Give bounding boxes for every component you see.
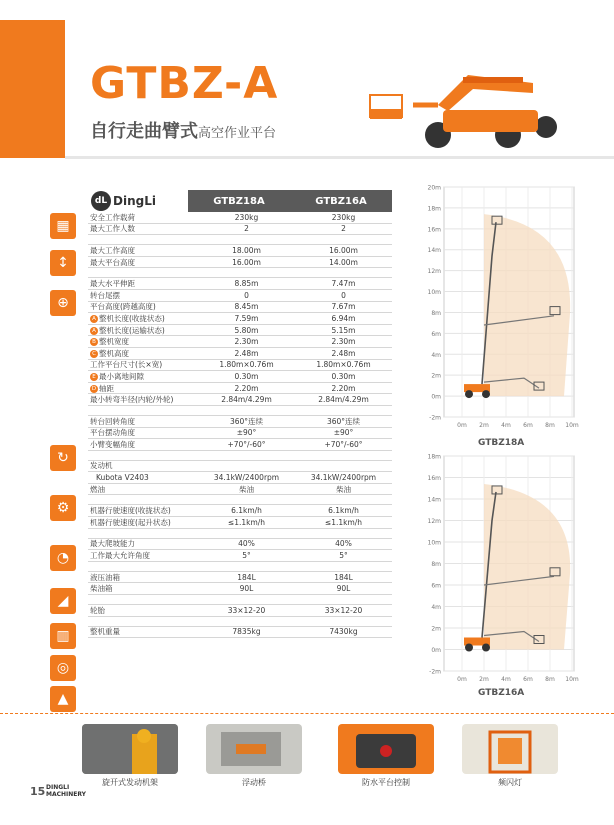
spec-value-a: +70°/-60° <box>227 439 266 449</box>
spec-value-a: 18.00m <box>232 245 261 255</box>
spec-row <box>88 416 392 428</box>
spec-row <box>88 428 392 440</box>
caption-platform-control: 防水平台控制 <box>362 778 410 787</box>
subtitle: 自行走曲臂式高空作业平台 <box>90 121 277 142</box>
spec-row <box>88 212 392 224</box>
spec-value-b: 34.1kW/2400rpm <box>310 473 377 483</box>
spec-row <box>88 302 392 314</box>
y-tick-label: 18m <box>427 453 441 461</box>
spec-row <box>88 224 392 236</box>
spec-label: C 整机高度 <box>88 348 198 359</box>
spec-value-a: 2.20m <box>234 383 259 393</box>
spec-value-b: 柴油 <box>336 484 351 494</box>
dingli-logo-icon: dL <box>91 191 111 211</box>
photo-floating-axle <box>206 724 302 774</box>
col-header-a: GTBZ18A <box>213 195 265 207</box>
spec-label: 安全工作载荷 <box>90 212 135 222</box>
spec-label: B 整机宽度 <box>88 336 198 347</box>
y-tick-label: 2m <box>431 372 441 380</box>
spec-row <box>88 627 392 639</box>
engine-icon: ⚙ <box>50 495 76 521</box>
spec-value-a: 1.80m×0.76m <box>219 360 274 370</box>
x-tick-label: 10m <box>565 422 579 429</box>
spec-value-a: 柴油 <box>239 484 254 494</box>
machine-wheel <box>465 644 473 652</box>
spec-row <box>88 472 392 484</box>
spec-row <box>88 517 392 529</box>
x-tick-label: 4m <box>501 676 511 683</box>
spec-label: A 整机长度(收拢状态) <box>88 313 198 324</box>
spec-value-b: 14.00m <box>329 257 358 267</box>
y-tick-label: 16m <box>427 475 441 482</box>
y-tick-label: 0m <box>431 647 441 654</box>
spec-value-b: 184L <box>334 572 353 582</box>
spec-label: 最小转弯半径(内轮/外轮) <box>90 395 174 405</box>
spec-row <box>88 505 392 517</box>
caption-strobe-light: 频闪灯 <box>498 778 522 787</box>
spec-label: 最大工作高度 <box>90 245 135 255</box>
y-tick-label: 2m <box>431 625 441 633</box>
x-tick-label: 10m <box>565 676 579 683</box>
spec-label: 发动机 <box>90 461 113 471</box>
dimension-tag: A <box>90 315 98 323</box>
gradeability-icon: ◢ <box>50 588 76 614</box>
spec-row <box>88 484 392 496</box>
spec-row <box>88 313 392 325</box>
group-gap <box>88 562 392 572</box>
spec-value-b: 0 <box>341 290 346 300</box>
spec-label: Kubota V2403 <box>96 473 149 483</box>
group-gap <box>88 529 392 539</box>
spec-label: 最大平台高度 <box>90 257 135 267</box>
model-title: GTBZ-A <box>90 58 279 109</box>
y-tick-label: 14m <box>427 496 441 504</box>
spec-value-a: 184L <box>237 572 256 582</box>
spec-row <box>88 325 392 337</box>
spec-label: 转台回转角度 <box>90 416 135 426</box>
spec-value-b: 2.20m <box>331 383 356 393</box>
y-tick-label: 4m <box>431 351 441 359</box>
x-tick-label: 2m <box>479 422 489 429</box>
spec-value-b: +70°/-60° <box>324 439 363 449</box>
tire-icon: ◎ <box>50 655 76 681</box>
speed-icon: ◔ <box>50 545 76 571</box>
spec-row <box>88 245 392 257</box>
dimension-tag: C <box>90 350 98 358</box>
group-gap <box>88 495 392 505</box>
spec-value-b: 1.80m×0.76m <box>316 360 371 370</box>
page-number: 15 <box>30 785 46 798</box>
spec-row <box>88 371 392 383</box>
spec-row <box>88 439 392 451</box>
tank-icon: ▥ <box>50 623 76 649</box>
spec-value-a: 360°连续 <box>229 416 264 426</box>
spec-value-a: 0.30m <box>234 371 259 381</box>
dimension-tag: B <box>90 338 98 346</box>
footer-rule <box>0 713 614 714</box>
spec-value-a: ±90° <box>236 428 257 438</box>
spec-label: 机器行驶速度(起升状态) <box>90 517 171 527</box>
range-chart-16a <box>420 452 580 687</box>
y-tick-label: -2m <box>429 414 441 422</box>
spec-value-b: 5.15m <box>331 325 356 335</box>
footer-brand: DINGLI MACHINERY <box>46 784 87 798</box>
spec-value-a: 230kg <box>234 212 259 222</box>
dimension-tag: A <box>90 327 98 335</box>
spec-value-a: 7.59m <box>234 313 259 323</box>
y-tick-label: 0m <box>431 393 441 401</box>
spec-label: 平台摆动角度 <box>90 428 135 438</box>
spec-value-b: 6.1km/h <box>328 506 359 516</box>
spec-value-a: ≤1.1km/h <box>227 517 266 527</box>
spec-row <box>88 539 392 551</box>
y-tick-label: 8m <box>431 309 441 317</box>
spec-label: 工作平台尺寸(长×宽) <box>90 360 163 370</box>
spec-value-a: 8.85m <box>234 279 259 289</box>
x-tick-label: 8m <box>545 676 555 683</box>
y-tick-label: 6m <box>431 330 441 338</box>
spec-label: D 轴距 <box>91 383 114 393</box>
header-accent-block <box>0 20 65 158</box>
spec-table <box>88 190 392 638</box>
y-tick-label: -2m <box>429 668 441 676</box>
spec-row <box>88 257 392 269</box>
spec-value-a: 2.84m/4.29m <box>221 395 272 405</box>
spec-row <box>88 461 392 473</box>
spec-row <box>88 605 392 617</box>
group-gap <box>88 406 392 416</box>
dimension-icon: ⊕ <box>50 290 76 316</box>
spec-value-b: 230kg <box>331 212 356 222</box>
spec-value-b: 2.84m/4.29m <box>318 395 369 405</box>
y-tick-label: 14m <box>427 247 441 255</box>
spec-value-b: 40% <box>335 539 352 549</box>
caption-engine-tray: 旋开式发动机架 <box>102 778 158 787</box>
load-icon: ▦ <box>50 213 76 239</box>
spec-row <box>88 572 392 584</box>
spec-value-b: ±90° <box>333 428 354 438</box>
rotation-icon: ↻ <box>50 445 76 471</box>
dimension-tag: D <box>91 385 97 392</box>
spec-value-b: 7430kg <box>329 627 358 637</box>
spec-row <box>88 290 392 302</box>
spec-value-a: 8.45m <box>234 302 259 312</box>
spec-value-b: ≤1.1km/h <box>324 517 363 527</box>
y-tick-label: 8m <box>431 561 441 568</box>
photo-engine-tray <box>82 724 178 774</box>
spec-label: 最大爬坡能力 <box>90 539 135 549</box>
x-tick-label: 0m <box>457 676 467 683</box>
spec-label: 转台尾摆 <box>90 290 120 300</box>
group-gap <box>88 595 392 605</box>
group-gap <box>88 268 392 278</box>
spec-value-b: 33×12-20 <box>324 605 363 615</box>
spec-value-a: 2.48m <box>234 348 259 358</box>
spec-value-b: 6.94m <box>331 313 356 323</box>
x-tick-label: 0m <box>457 422 467 429</box>
height-icon: ↕ <box>50 250 76 276</box>
spec-value-a: 5° <box>242 551 251 561</box>
y-tick-label: 18m <box>427 205 441 213</box>
spec-value-a: 33×12-20 <box>227 605 266 615</box>
spec-value-b: 0.30m <box>331 371 356 381</box>
dimension-tag: E <box>90 373 98 381</box>
spec-label: 最大工作人数 <box>90 224 135 234</box>
machine-wheel <box>482 644 490 652</box>
spec-label: 机器行驶速度(收拢状态) <box>90 506 171 516</box>
spec-value-a: 0 <box>244 290 249 300</box>
machine-wheel <box>465 390 473 398</box>
spec-row <box>88 583 392 595</box>
col-header-b: GTBZ16A <box>315 195 367 207</box>
spec-value-b: 7.47m <box>331 279 356 289</box>
spec-row <box>88 336 392 348</box>
spec-table-header <box>88 190 392 212</box>
photo-platform-control <box>338 724 434 774</box>
range-chart-18a <box>420 183 580 433</box>
spec-row <box>88 348 392 360</box>
spec-value-b: 2.48m <box>331 348 356 358</box>
spec-value-b: 2.30m <box>331 337 356 347</box>
spec-value-b: 90L <box>336 584 351 594</box>
group-gap <box>88 235 392 245</box>
spec-row <box>88 360 392 372</box>
y-tick-label: 12m <box>427 518 441 525</box>
x-tick-label: 8m <box>545 422 555 429</box>
spec-value-a: 90L <box>239 584 254 594</box>
spec-label: E 最小离地间隙 <box>88 371 198 382</box>
spec-value-a: 7835kg <box>232 627 261 637</box>
y-tick-label: 20m <box>427 184 441 192</box>
spec-label: 轮胎 <box>90 605 105 615</box>
spec-row <box>88 550 392 562</box>
spec-label: 最大水平伸距 <box>90 279 135 289</box>
spec-row <box>88 394 392 406</box>
spec-row <box>88 383 392 395</box>
spec-label: 小臂变幅角度 <box>90 439 135 449</box>
spec-label: 平台高度(跨越高度) <box>90 302 156 312</box>
spec-value-a: 16.00m <box>232 257 261 267</box>
spec-value-b: 16.00m <box>329 245 358 255</box>
chart-label-16a: GTBZ16A <box>478 688 525 698</box>
spec-label: 整机重量 <box>90 627 120 637</box>
x-tick-label: 2m <box>479 676 489 683</box>
spec-value-a: 40% <box>238 539 255 549</box>
caption-floating-axle: 浮动桥 <box>242 778 266 787</box>
y-tick-label: 12m <box>427 268 441 276</box>
spec-label: 柴油箱 <box>90 584 113 594</box>
spec-value-a: 6.1km/h <box>231 506 262 516</box>
spec-value-a: 2.30m <box>234 337 259 347</box>
y-tick-label: 16m <box>427 226 441 234</box>
y-tick-label: 6m <box>431 582 441 590</box>
weight-icon: ▲ <box>50 686 76 712</box>
x-tick-label: 4m <box>501 422 511 429</box>
spec-value-a: 5.80m <box>234 325 259 335</box>
spec-row <box>88 278 392 290</box>
spec-value-a: 2 <box>244 224 249 234</box>
group-gap <box>88 617 392 627</box>
spec-label: 工作最大允许角度 <box>90 551 150 561</box>
y-tick-label: 10m <box>427 289 441 297</box>
spec-value-b: 7.67m <box>331 302 356 312</box>
x-tick-label: 6m <box>523 422 533 429</box>
photo-strobe-light <box>462 724 558 774</box>
spec-label: 燃油 <box>90 484 105 494</box>
hero-machine-image <box>368 65 568 160</box>
group-gap <box>88 451 392 461</box>
dingli-logo: dL DingLi <box>88 190 188 212</box>
x-tick-label: 6m <box>523 676 533 683</box>
spec-value-b: 360°连续 <box>326 416 361 426</box>
spec-value-b: 5° <box>339 551 348 561</box>
spec-value-b: 2 <box>341 224 346 234</box>
spec-value-a: 34.1kW/2400rpm <box>213 473 280 483</box>
y-tick-label: 10m <box>427 539 441 547</box>
machine-wheel <box>482 390 490 398</box>
chart-label-18a: GTBZ18A <box>478 438 525 448</box>
y-tick-label: 4m <box>431 604 441 611</box>
spec-label: 液压油箱 <box>90 572 120 582</box>
spec-label: A 整机长度(运输状态) <box>88 325 198 336</box>
